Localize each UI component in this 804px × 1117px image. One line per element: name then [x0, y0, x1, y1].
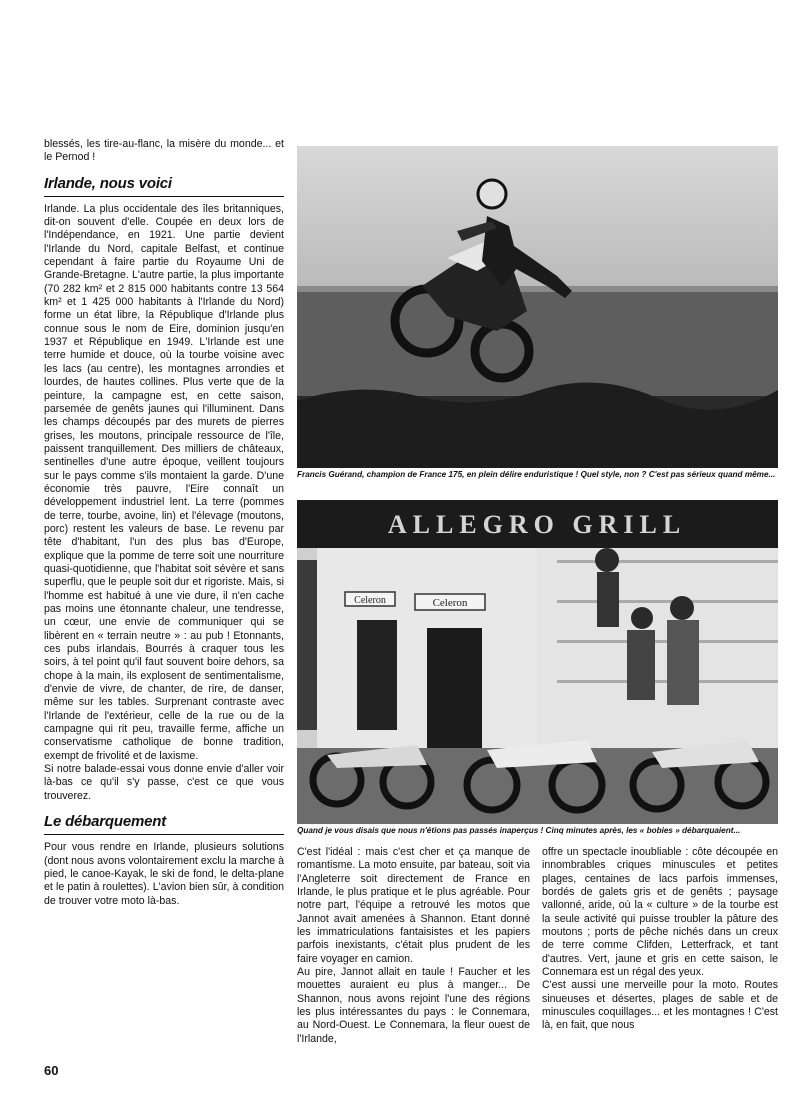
- balade-paragraph: Si notre balade-essai vous donne envie d'aller voir là-bas ce qu'il s'y passe, c'est ce que vous trouverez.: [44, 763, 284, 802]
- motocross-jump-illustration: [297, 146, 778, 468]
- door: [427, 628, 482, 748]
- right-column: [542, 846, 778, 1033]
- section-heading-irlande: Irlande, nous voici: [44, 175, 284, 197]
- right-paragraph-1: offre un spectacle inoubliable : côte découpée en innombrables criques minuscules et petites plages, centaines de lacs parfois immenses, bordés de galets gris et de genêts ; paysage vallonné, aride, où la « culture » de la tourbe est la seule activité qui puisse troubler la pâture des moutons ; ports de pêche nichés dans un creux de terre comme Clifden, Letterfrack, et tant d'autres. Vert, jaune et gris en cette saison, le Connemara est un régal des yeux.: [542, 846, 778, 979]
- middle-paragraph-2: Au pire, Jannot allait en taule ! Faucher et les mouettes auraient eu plus à manger... De Shannon, nous avons rejoint l'une des régions les plus intéressantes du pays : le Connemara, au Nord-Ouest. Le Connemara, la fleur ouest de l'Irlande,: [297, 966, 530, 1045]
- intro-paragraph: blessés, les tire-au-flanc, la misère du monde... et le Pernod !: [44, 138, 284, 164]
- allegro-grill-sign: ALLEGRO GRILL: [387, 510, 687, 539]
- middle-paragraph-1: C'est l'idéal : mais c'est cher et ça manque de romantisme. La moto ensuite, par bateau, soit via l'Angleterre soit directement de France en Irlande, le plus pratique et le plus agréable. Pour notre part, l'équipe a retrouvé les motos que Jannot avait amenées à Shannon. Etant donné les immatriculations fantaisistes et les papiers parfois inexistants, c'était plus prudent de les faire voyager en camion.: [297, 846, 530, 965]
- shop-sign-left: Celeron: [354, 595, 386, 606]
- allegro-grill-illustration: [297, 500, 778, 824]
- photo-motocross-jump: [297, 146, 778, 468]
- right-paragraph-2: C'est aussi une merveille pour la moto. Routes sinueuses et désertes, plages de sable et de minuscules coquillages... et les montagnes ! C'est là, en fait, que nous: [542, 979, 778, 1032]
- sea: [297, 286, 778, 396]
- section-heading-debarquement: Le débarquement: [44, 813, 284, 835]
- photo-caption-jump: Francis Guérand, champion de France 175, en plein délire enduristique ! Quel style, non ? C'est pas sérieux quand même...: [297, 470, 776, 479]
- debarquement-paragraph: Pour vous rendre en Irlande, plusieurs solutions (dont nous avons volontairement exclu la marche à pied, le canoe-Kayak, le ski de fond, le delta-plane et le patin à roulettes). L'avion bien sûr, à condition de trouver votre moto là-bas.: [44, 841, 284, 907]
- page-number: 60: [44, 1063, 59, 1078]
- photo-caption-grill: Quand je vous disais que nous n'étions pas passés inaperçus ! Cinq minutes après, les « bobies » débarquaient...: [297, 826, 741, 835]
- irlande-paragraph: Irlande. La plus occidentale des îles britanniques, dit-on souvent d'elle. Coupée en deux lors de l'Indépendance, en 1921. Une partie devient l'Irlande du Nord, capitale Belfast, et continue cependant à faire partie du Royaume Uni de Grande-Bretagne. L'autre partie, la plus importante (70 282 km² et 2 815 000 habitants contre 13 564 km² et 1 425 000 habitants à l'Irlande du Nord) forme un état libre, la République d'Irlande plus connue sous le nom de Eire, dominion jusqu'en 1937 et République en 1949. L'Irlande est une terre humide et douce, où la tourbe voisine avec les lacs (au centre), les montagnes arrondies et lourdes, de hautes collines. Plus verte que de la peinture, la campagne est, en cette saison, parsemée de genêts jaunes qui l'illuminent. Dans les champs découpés par des murets de pierres grises, les moutons, principale ressource de l'île, paissent tranquillement. Des milliers de châteaux, sentinelles d'une autre époque, veillent toujours sur le pays comme s'ils montaient la garde. D'une économie très pauvre, l'Eire connaît un développement industriel lent. La terre (pommes de terre, tourbe, avoine, lin) et l'élevage (moutons, porc) restent les valeurs de base. Le revenu par tête d'habitant, l'un des plus bas d'Europe, explique que la pomme de terre soit une nourriture quasi-quotidienne, que l'habitat soit sévère et sans superflu, que le peuple soit dur et rigoriste. Mais, si l'homme est habitué à une vie dure, il n'en cache pas moins une étonnante chaleur, une tendresse, un cœur, une envie de communiquer qui se libèrent en « terrain neutre » : au pub ! Etonnants, ces pubs irlandais. Bourrés à craquer tous les soirs, à tel point qu'il faut souvent boire dehors, sa chope à la main, ils explosent de sentimentalisme, d'envie de vivre, de chanter, de rire, de danser, même sur les tables. Surprenant contraste avec l'Irlande de l'extérieur, celle de la rue ou de la campagne qui rit peu, travaille ferme, affiche un conservatisme catholique de bonne tradition, exempt de frivolité et de laxisme.: [44, 202, 284, 762]
- middle-column: [297, 846, 530, 1046]
- helmet: [478, 180, 506, 208]
- shop-sign-right: Celeron: [432, 597, 468, 609]
- window-left: [357, 620, 397, 730]
- left-column: [44, 138, 284, 908]
- photo-allegro-grill: [297, 500, 778, 824]
